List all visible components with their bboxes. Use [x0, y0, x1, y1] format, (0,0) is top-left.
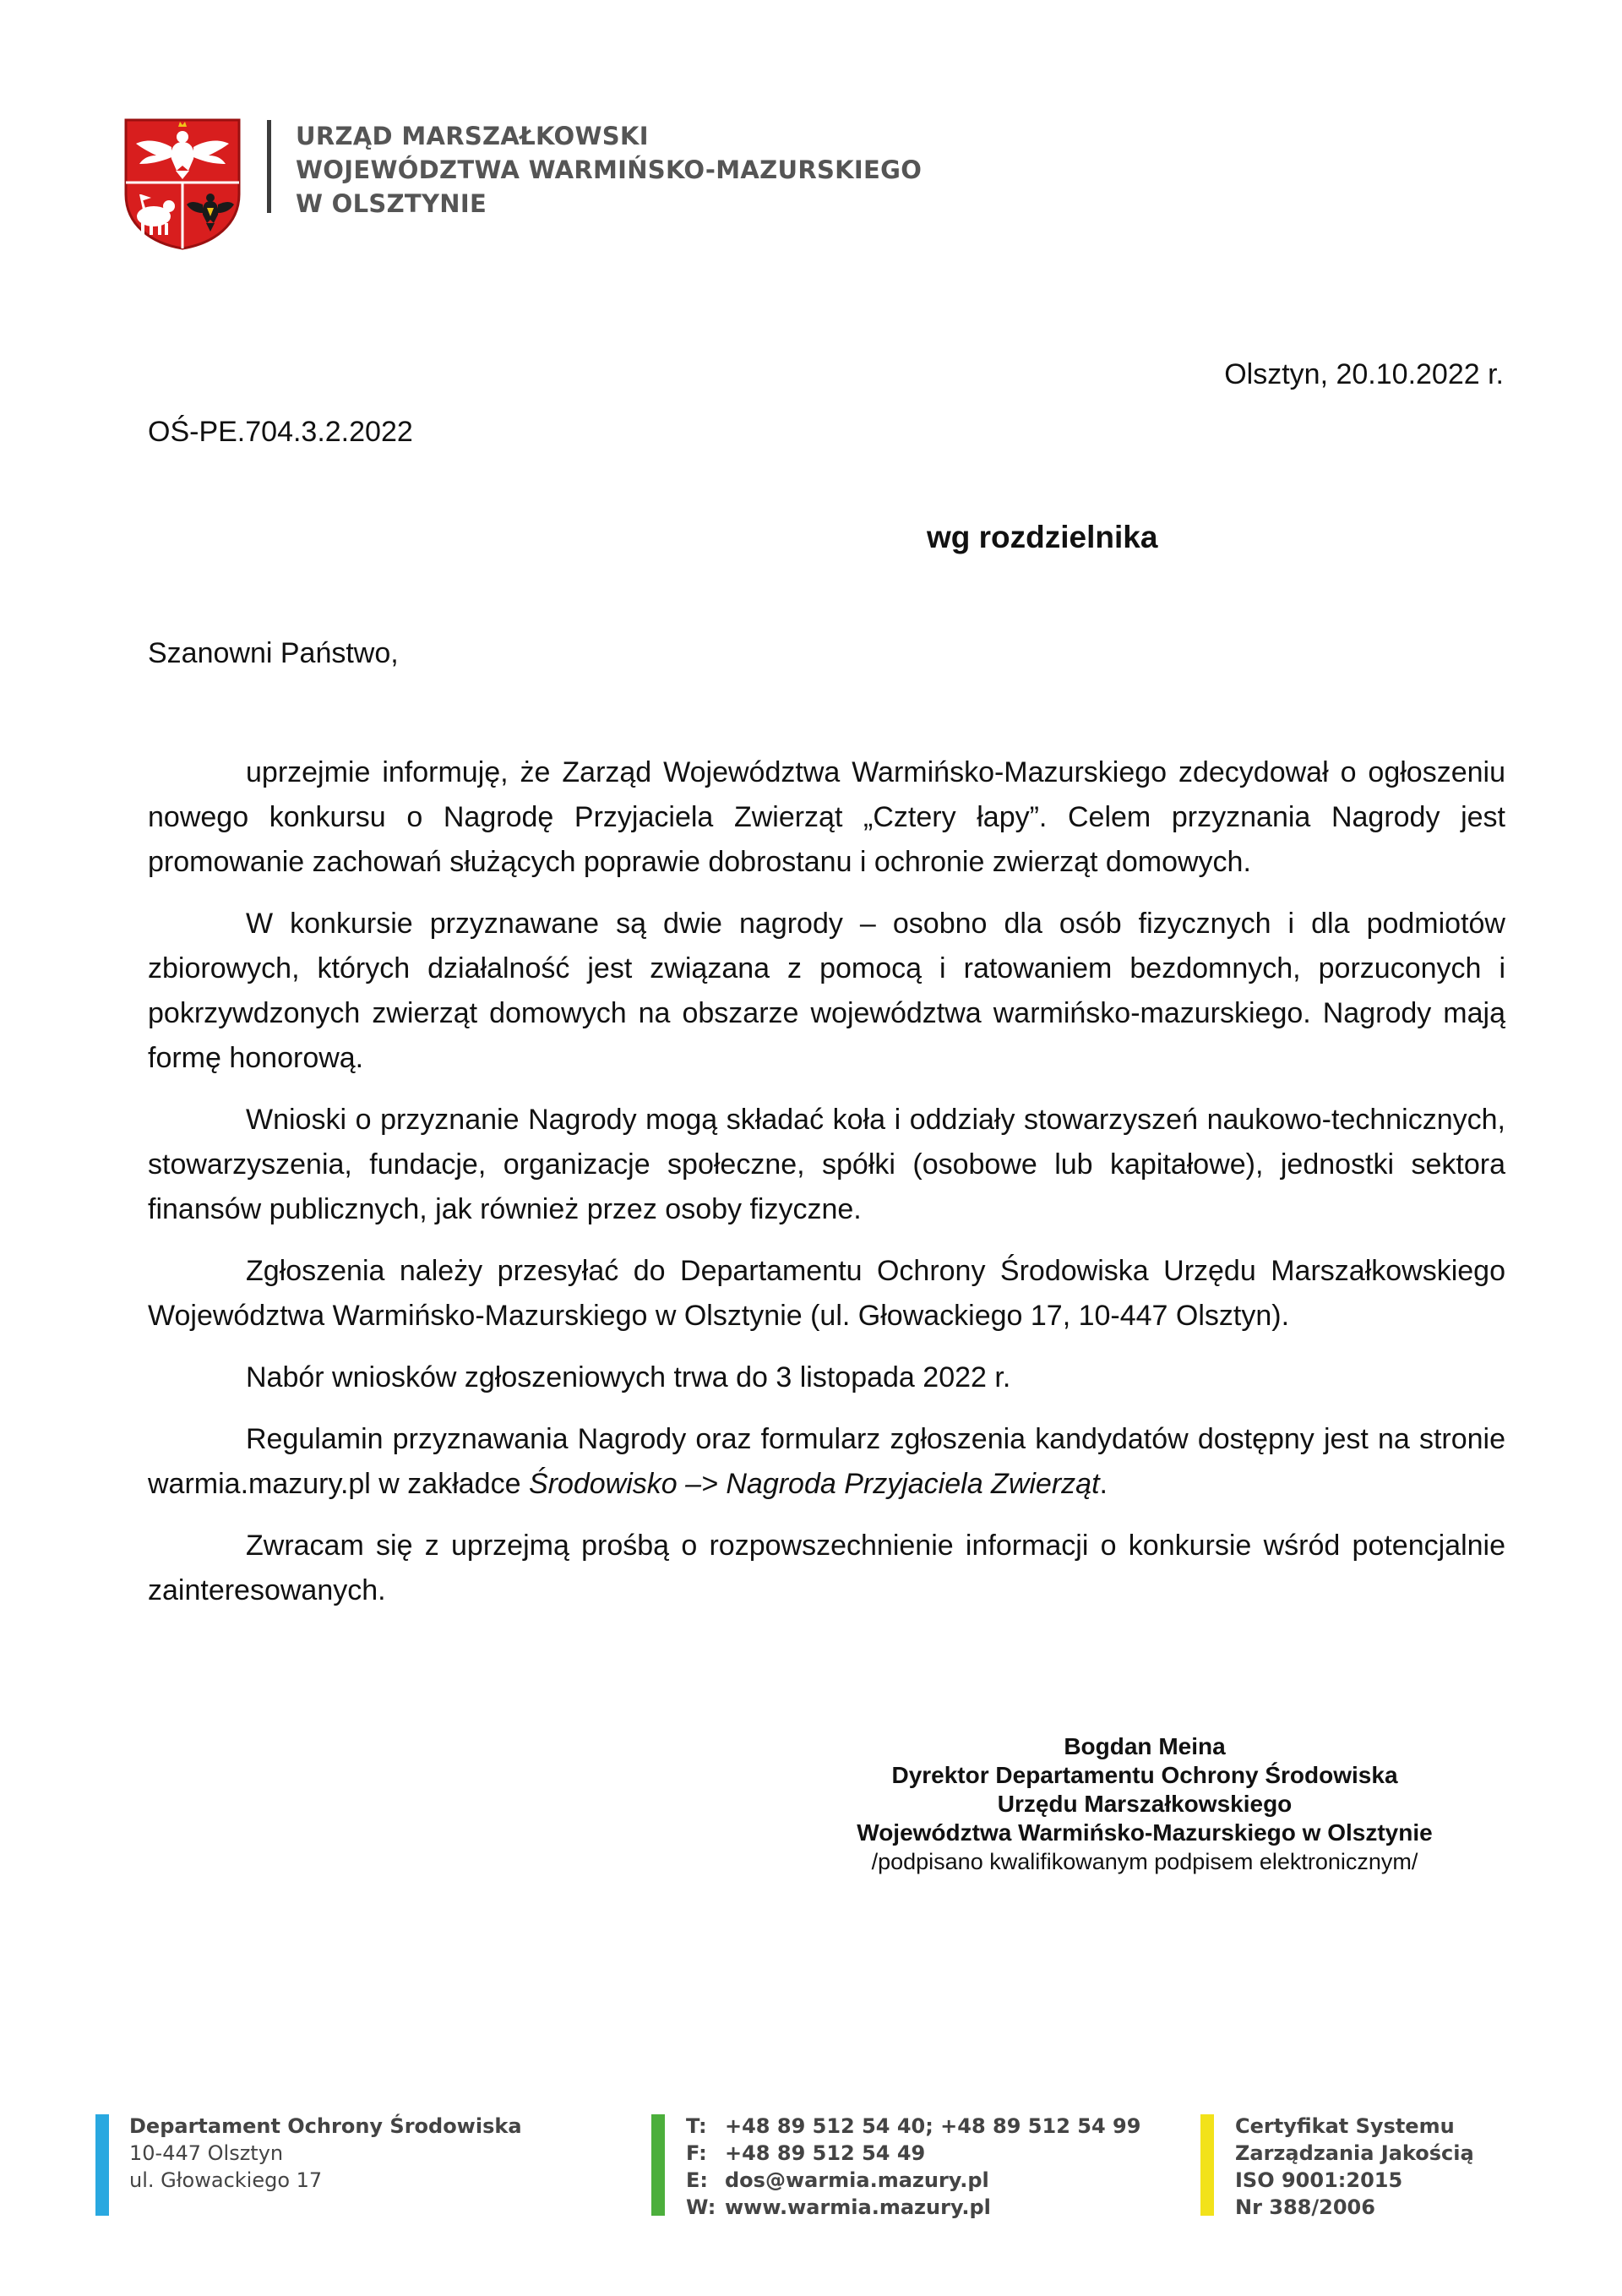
footer-web-row	[686, 2194, 1140, 2221]
cert-line-4: Nr 388/2006	[1235, 2195, 1375, 2219]
fax-key: F:	[686, 2141, 707, 2165]
phone-key: T:	[686, 2114, 707, 2138]
footer-department	[129, 2113, 522, 2194]
email-key: E:	[686, 2168, 708, 2192]
body-paragraph-5: Nabór wniosków zgłoszeniowych trwa do 3 listopada 2022 r.	[246, 1361, 1011, 1393]
body-paragraph-6	[148, 1417, 1505, 1507]
signatory-title-1: Dyrektor Departamentu Ochrony Środowiska	[891, 1762, 1398, 1788]
reference-number: OŚ-PE.704.3.2.2022	[148, 416, 413, 448]
footer-bar-blue	[95, 2114, 109, 2216]
footer-bar-green	[651, 2114, 665, 2216]
body-paragraph-4: Zgłoszenia należy przesyłać do Departamentu Ochrony Środowiska Urzędu Marszałkowskiego Województwa Warmińsko-Mazurskiego w Olsztynie (ul. Głowackiego 17, 10-447 Olsztyn).	[148, 1255, 1505, 1332]
recipient: wg rozdzielnika	[927, 520, 1158, 554]
web-key: W:	[686, 2195, 716, 2219]
letter-body	[148, 750, 1505, 1630]
website-path: Środowisko –> Nagroda Przyjaciela Zwierząt	[528, 1468, 1100, 1500]
org-name-line-3: W OLSZTYNIE	[296, 189, 487, 218]
body-paragraph-6-lead: Regulamin przyznawania Nagrody oraz formularz zgłoszenia kandydatów dostępny jest na stronie warmia.mazury.pl w zakładce	[148, 1423, 1505, 1500]
salutation: Szanowni Państwo,	[148, 637, 399, 669]
signature-block	[794, 1732, 1495, 1876]
org-name-line-2: WOJEWÓDZTWA WARMIŃSKO-MAZURSKIEGO	[296, 155, 923, 184]
footer-certificate	[1235, 2113, 1474, 2221]
letter-date: Olsztyn, 20.10.2022 r.	[1224, 358, 1504, 390]
footer-dept-name: Departament Ochrony Środowiska	[129, 2114, 522, 2138]
cert-line-1: Certyfikat Systemu	[1235, 2114, 1455, 2138]
header-divider	[267, 120, 271, 213]
signatory-title-3: Województwa Warmińsko-Mazurskiego w Olsztynie	[857, 1819, 1433, 1846]
footer-contact	[686, 2113, 1140, 2221]
fax-value: +48 89 512 54 49	[725, 2141, 926, 2165]
footer-email-row	[686, 2167, 1140, 2194]
cert-line-2: Zarządzania Jakością	[1235, 2141, 1474, 2165]
body-paragraph-2: W konkursie przyznawane są dwie nagrody – osobno dla osób fizycznych i dla podmiotów zbiorowych, których działalność jest związana z pomocą i ratowaniem bezdomnych, porzuconych i pokrzywdzonych zwierząt domowych na obszarze województwa warmińsko-mazurskiego. Nagrody mają formę honorową.	[148, 908, 1505, 1074]
body-paragraph-7: Zwracam się z uprzejmą prośbą o rozpowszechnienie informacji o konkursie wśród potencjalnie zainteresowanych.	[148, 1530, 1505, 1606]
body-paragraph-1: uprzejmie informuję, że Zarząd Województwa Warmińsko-Mazurskiego zdecydował o ogłoszeniu nowego konkursu o Nagrodę Przyjaciela Zwierząt „Cztery łapy”. Celem przyznania Nagrody jest promowanie zachowań służących poprawie dobrostanu i ochronie zwierząt domowych.	[148, 756, 1505, 878]
footer-dept-city: 10-447 Olsztyn	[129, 2141, 284, 2165]
cert-line-3: ISO 9001:2015	[1235, 2168, 1403, 2192]
org-name-line-1: URZĄD MARSZAŁKOWSKI	[296, 122, 649, 150]
signatory-name: Bogdan Meina	[1064, 1733, 1226, 1759]
phone-value: +48 89 512 54 40; +48 89 512 54 99	[725, 2114, 1141, 2138]
coat-of-arms-icon	[122, 117, 242, 250]
footer-phone-row	[686, 2113, 1140, 2140]
footer-fax-row	[686, 2140, 1140, 2167]
body-paragraph-3: Wnioski o przyznanie Nagrody mogą składać koła i oddziały stowarzyszeń naukowo-technicznych, stowarzyszenia, fundacje, organizacje społeczne, spółki (osobowe lub kapitałowe), jednostki sektora finansów publicznych, jak również przez osoby fizyczne.	[148, 1104, 1505, 1225]
e-signature-note: /podpisano kwalifikowanym podpisem elektronicznym/	[871, 1849, 1418, 1874]
email-link[interactable]: dos@warmia.mazury.pl	[725, 2168, 989, 2192]
website-link[interactable]: www.warmia.mazury.pl	[725, 2195, 991, 2219]
footer-dept-street: ul. Głowackiego 17	[129, 2168, 323, 2192]
body-paragraph-6-end: .	[1099, 1468, 1108, 1500]
footer-bar-yellow	[1200, 2114, 1214, 2216]
signatory-title-2: Urzędu Marszałkowskiego	[997, 1791, 1293, 1817]
